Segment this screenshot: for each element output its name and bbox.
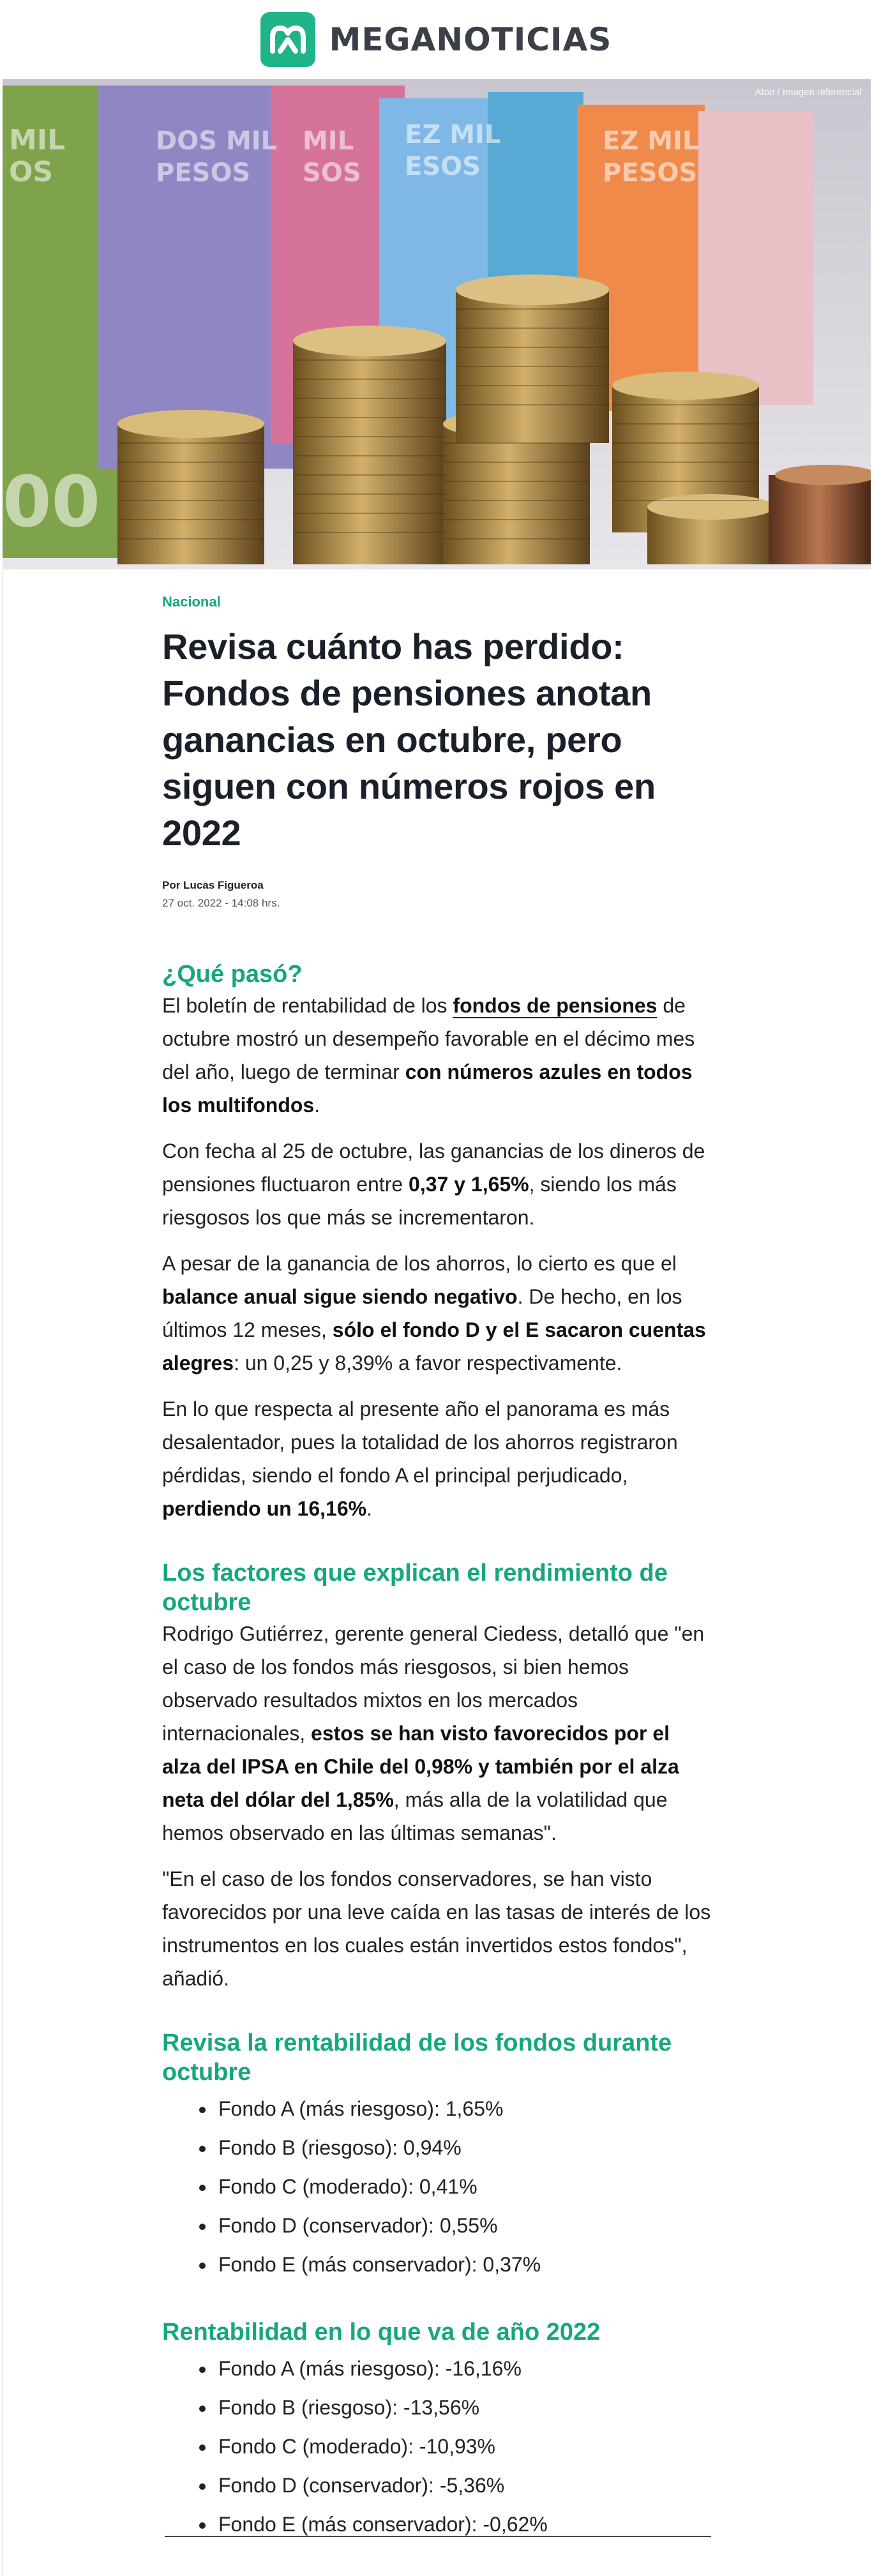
text-span: El boletín de rentabilidad de los [162,994,453,1017]
section-rentabilidad-octubre [162,2028,711,2284]
svg-text:MIL: MIL [303,126,354,156]
list-item: Fondo E (más conservador): 0,37% [218,2245,711,2284]
text-span: A pesar de la ganancia de los ahorros, lo cierto es que el [162,1252,677,1275]
paragraph [162,1617,711,1849]
bold-text: perdiendo un 16,16% [162,1497,367,1520]
text-span: . [314,1094,320,1117]
divider [165,2536,711,2537]
paragraph [162,1134,711,1234]
list-item: Fondo C (moderado): -10,93% [218,2427,711,2466]
section-rentabilidad-2022 [162,2317,711,2544]
section-que-paso [162,960,711,1525]
text-span: : un 0,25 y 8,39% a favor respectivamente. [234,1352,622,1375]
svg-text:OS: OS [9,156,54,188]
article-date: 27 oct. 2022 - 14:08 hrs. [162,897,280,909]
article-author[interactable]: Por Lucas Figueroa [162,879,264,891]
list-item: Fondo E (más conservador): -0,62% [218,2505,711,2544]
paragraph [162,1392,711,1525]
bold-text: sólo el fondo D y el E sacaron cuentas alegres [162,1318,706,1375]
section-title: Rentabilidad en lo que va de año 2022 [162,2319,601,2346]
logo-mark-icon [260,12,315,67]
text-span: de octubre mostró un desempeño favorable en el décimo mes del año, luego de terminar [162,994,695,1083]
section-factores [162,1558,711,1995]
hero-credit: Aton / Imagen referencial [755,87,862,98]
article [162,594,711,2544]
svg-text:ESOS: ESOS [405,152,481,181]
svg-text:PESOS: PESOS [603,158,698,188]
list-item: Fondo D (conservador): 0,55% [218,2206,711,2245]
list-item: Fondo A (más riesgoso): -16,16% [218,2349,711,2388]
article-category[interactable]: Nacional [162,594,221,610]
paragraph: "En el caso de los fondos conservadores, se han visto favorecidos por una leve caída en las tasas de interés de los instrumentos en los cuales están invertidos estos fondos", añadió. [162,1867,711,1990]
section-title: ¿Qué pasó? [162,961,303,988]
text-span: . [366,1497,372,1520]
text-span: Con fecha al 25 de octubre, las ganancias de los dineros de pensiones fluctuaron entre [162,1140,705,1196]
page-border [2,569,3,2576]
site-logo[interactable] [260,12,612,67]
svg-text:DOS MIL: DOS MIL [156,126,278,156]
svg-text:EZ MIL: EZ MIL [405,120,501,149]
text-span: . De hecho, en los últimos 12 meses, [162,1285,682,1341]
list-item: Fondo B (riesgoso): -13,56% [218,2388,711,2427]
section-title: Revisa la rentabilidad de los fondos durante octubre [162,2030,672,2086]
section-title: Los factores que explican el rendimiento de octubre [162,1560,668,1616]
bold-text: balance anual sigue siendo negativo [162,1285,518,1308]
hero-illustration [3,79,871,569]
bold-text: 0,37 y 1,65% [409,1173,529,1196]
text-span: Rodrigo Gutiérrez, gerente general Ciedess, detalló que "en el caso de los fondos más riesgosos, si bien hemos observado resultados mixtos en los mercados internacionales, [162,1622,705,1745]
list-item: Fondo C (moderado): 0,41% [218,2167,711,2206]
svg-text:PESOS: PESOS [156,158,251,188]
text-span: , siendo los más riesgosos los que más se incrementaron. [162,1173,677,1229]
svg-text:MIL: MIL [9,124,66,156]
site-header [0,0,872,79]
list-item: Fondo B (riesgoso): 0,94% [218,2128,711,2167]
paragraph [162,989,711,1122]
bullet-list [162,2349,711,2544]
svg-text:00: 00 [3,461,101,543]
text-span: En lo que respecta al presente año el panorama es más desalentador, pues la totalidad de los ahorros registraron pérdidas, siendo el fondo A el principal perjudicado, [162,1397,678,1487]
logo-text: MEGANOTICIAS [329,21,612,58]
hero-image [3,79,871,569]
pension-funds-link[interactable]: fondos de pensiones [453,994,658,1017]
bold-text: con números azules en todos los multifondos [162,1060,693,1117]
svg-text:EZ MIL: EZ MIL [603,126,699,156]
text-span: , más alla de la volatilidad que hemos observado en las últimas semanas". [162,1788,668,1844]
article-headline: Revisa cuánto has perdido: Fondos de pensiones anotan ganancias en octubre, pero siguen con números rojos en 2022 [162,626,656,853]
list-item: Fondo A (más riesgoso): 1,65% [218,2090,711,2128]
bullet-list [162,2090,711,2284]
svg-text:SOS: SOS [303,158,361,188]
paragraph [162,1247,711,1380]
list-item: Fondo D (conservador): -5,36% [218,2466,711,2505]
bold-text: estos se han visto favorecidos por el alza del IPSA en Chile del 0,98% y también por el alza neta del dólar del 1,85% [162,1722,679,1811]
